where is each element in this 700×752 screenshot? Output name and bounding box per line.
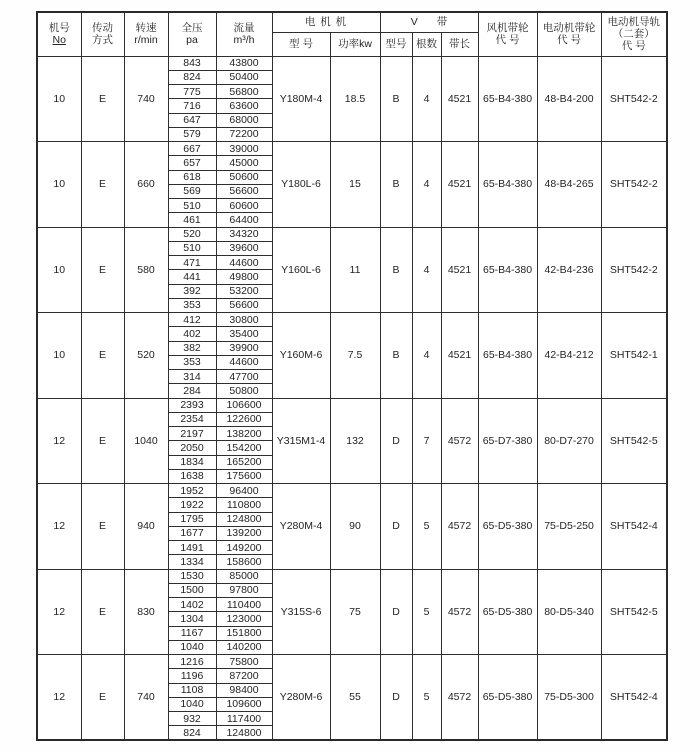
cell-flow: 43800 [216,56,272,70]
cell-motor-rail: SHT542-4 [601,484,667,570]
cell-flow: 175600 [216,469,272,483]
cell-flow: 50400 [216,70,272,84]
header-motor-rail-sets: （二套） [612,28,655,41]
cell-motor-model: Y160M-6 [272,313,330,399]
cell-flow: 68000 [216,113,272,127]
header-fan-pulley-code: 代 号 [495,34,520,47]
cell-flow: 56800 [216,85,272,99]
cell-machine-no: 12 [37,484,81,570]
cell-fan-pulley: 65-D5-380 [478,655,537,741]
cell-fan-pulley: 65-D7-380 [478,398,537,484]
cell-motor-pulley: 48-B4-265 [537,142,601,228]
cell-belt-type: B [380,56,412,142]
header-belt-type: 型号 [380,32,412,56]
cell-flow: 139200 [216,526,272,540]
header-motor-pulley-cn: 电动机带轮 [542,22,596,35]
header-motor-model: 型 号 [272,32,330,56]
header-motor-power: 功率kw [330,32,380,56]
header-speed [124,12,168,56]
cell-speed: 740 [124,655,168,741]
cell-flow: 39600 [216,241,272,255]
cell-pressure: 1167 [168,626,216,640]
cell-flow: 154200 [216,441,272,455]
cell-pressure: 1952 [168,484,216,498]
cell-motor-pulley: 75-D5-300 [537,655,601,741]
cell-pressure: 824 [168,726,216,740]
cell-speed: 580 [124,227,168,313]
cell-motor-pulley: 75-D5-250 [537,484,601,570]
cell-flow: 45000 [216,156,272,170]
cell-flow: 39900 [216,341,272,355]
header-motor-rail [601,12,667,56]
cell-pressure: 1638 [168,469,216,483]
header-pressure-unit: pa [186,34,198,47]
cell-belt-count: 4 [412,313,441,399]
table-row [37,569,667,583]
cell-drive-mode: E [81,484,124,570]
cell-flow: 149200 [216,541,272,555]
header-machine-no-en: No [52,34,66,47]
cell-drive-mode: E [81,655,124,741]
cell-flow: 124800 [216,726,272,740]
cell-flow: 72200 [216,127,272,141]
table-header [37,12,667,56]
spec-table-body [37,56,667,740]
cell-pressure: 461 [168,213,216,227]
cell-flow: 110400 [216,598,272,612]
cell-machine-no: 10 [37,56,81,142]
cell-belt-count: 5 [412,569,441,655]
cell-belt-count: 7 [412,398,441,484]
cell-motor-power: 11 [330,227,380,313]
table-row [37,227,667,241]
header-pressure-cn: 全压 [181,22,203,35]
cell-pressure: 579 [168,127,216,141]
cell-speed: 520 [124,313,168,399]
cell-pressure: 520 [168,227,216,241]
cell-belt-count: 4 [412,227,441,313]
header-belt-length: 带长 [441,32,478,56]
cell-pressure: 1795 [168,512,216,526]
cell-pressure: 1834 [168,455,216,469]
cell-drive-mode: E [81,227,124,313]
table-row [37,398,667,412]
header-motor-pulley [537,12,601,56]
cell-flow: 110800 [216,498,272,512]
cell-pressure: 1304 [168,612,216,626]
cell-pressure: 843 [168,56,216,70]
cell-flow: 138200 [216,427,272,441]
table-row [37,655,667,669]
cell-motor-rail: SHT542-2 [601,56,667,142]
header-motor-pulley-code: 代 号 [557,34,581,47]
table-row [37,56,667,70]
cell-pressure: 824 [168,70,216,84]
cell-flow: 50800 [216,384,272,398]
cell-belt-type: D [380,569,412,655]
cell-flow: 158600 [216,555,272,569]
cell-motor-model: Y315S-6 [272,569,330,655]
cell-pressure: 716 [168,99,216,113]
cell-belt-length: 4521 [441,56,478,142]
cell-motor-pulley: 80-D7-270 [537,398,601,484]
cell-pressure: 441 [168,270,216,284]
cell-motor-rail: SHT542-4 [601,655,667,741]
cell-drive-mode: E [81,142,124,228]
header-drive-mode [81,12,124,56]
cell-motor-model: Y180L-6 [272,142,330,228]
cell-machine-no: 12 [37,655,81,741]
cell-motor-pulley: 80-D5-340 [537,569,601,655]
cell-motor-model: Y280M-4 [272,484,330,570]
cell-motor-rail: SHT542-1 [601,313,667,399]
cell-flow: 106600 [216,398,272,412]
header-speed-cn: 转速 [135,22,157,35]
cell-pressure: 1500 [168,583,216,597]
cell-flow: 34320 [216,227,272,241]
cell-pressure: 1216 [168,655,216,669]
cell-flow: 140200 [216,640,272,654]
cell-flow: 85000 [216,569,272,583]
header-drive-cn-1: 传动 [92,22,113,35]
cell-motor-power: 7.5 [330,313,380,399]
cell-speed: 660 [124,142,168,228]
cell-pressure: 1040 [168,640,216,654]
cell-pressure: 1530 [168,569,216,583]
cell-flow: 165200 [216,455,272,469]
cell-belt-length: 4572 [441,484,478,570]
cell-belt-count: 4 [412,142,441,228]
cell-pressure: 471 [168,256,216,270]
cell-pressure: 647 [168,113,216,127]
cell-pressure: 402 [168,327,216,341]
cell-flow: 124800 [216,512,272,526]
cell-motor-pulley: 42-B4-212 [537,313,601,399]
cell-pressure: 657 [168,156,216,170]
cell-pressure: 932 [168,712,216,726]
cell-belt-length: 4572 [441,569,478,655]
cell-motor-power: 15 [330,142,380,228]
header-flow-unit: m³/h [233,34,255,47]
cell-flow: 117400 [216,712,272,726]
cell-flow: 64400 [216,213,272,227]
cell-flow: 47700 [216,370,272,384]
cell-motor-model: Y180M-4 [272,56,330,142]
header-machine-no [37,12,81,56]
cell-flow: 63600 [216,99,272,113]
cell-flow: 97800 [216,583,272,597]
cell-drive-mode: E [81,313,124,399]
cell-belt-length: 4572 [441,398,478,484]
cell-belt-length: 4521 [441,313,478,399]
cell-pressure: 2354 [168,412,216,426]
cell-pressure: 353 [168,355,216,369]
cell-motor-power: 132 [330,398,380,484]
cell-pressure: 569 [168,184,216,198]
cell-machine-no: 10 [37,313,81,399]
cell-fan-pulley: 65-B4-380 [478,56,537,142]
cell-drive-mode: E [81,398,124,484]
header-pressure [168,12,216,56]
cell-speed: 940 [124,484,168,570]
cell-motor-rail: SHT542-5 [601,398,667,484]
cell-motor-power: 75 [330,569,380,655]
header-machine-no-cn: 机号 [48,22,70,35]
cell-flow: 98400 [216,683,272,697]
fan-spec-table [36,11,668,741]
cell-pressure: 1402 [168,598,216,612]
cell-pressure: 1677 [168,526,216,540]
cell-fan-pulley: 65-B4-380 [478,227,537,313]
cell-belt-count: 5 [412,484,441,570]
cell-flow: 35400 [216,327,272,341]
cell-flow: 44600 [216,256,272,270]
cell-flow: 109600 [216,697,272,711]
cell-pressure: 284 [168,384,216,398]
cell-motor-power: 90 [330,484,380,570]
header-flow-cn: 流量 [233,22,255,35]
cell-machine-no: 10 [37,227,81,313]
cell-flow: 56600 [216,298,272,312]
cell-pressure: 392 [168,284,216,298]
header-drive-cn-2: 方式 [92,34,113,47]
cell-belt-count: 5 [412,655,441,741]
cell-pressure: 1334 [168,555,216,569]
header-fan-pulley-cn: 风机带轮 [486,22,529,35]
cell-motor-rail: SHT542-2 [601,142,667,228]
cell-flow: 44600 [216,355,272,369]
header-flow [216,12,272,56]
header-motor-rail-cn: 电动机导轨 [607,16,661,29]
cell-speed: 1040 [124,398,168,484]
cell-fan-pulley: 65-D5-380 [478,484,537,570]
cell-flow: 87200 [216,669,272,683]
cell-drive-mode: E [81,56,124,142]
cell-pressure: 775 [168,85,216,99]
cell-flow: 39000 [216,142,272,156]
cell-speed: 830 [124,569,168,655]
cell-flow: 50600 [216,170,272,184]
cell-pressure: 1196 [168,669,216,683]
cell-belt-type: D [380,655,412,741]
cell-belt-type: B [380,142,412,228]
cell-motor-rail: SHT542-5 [601,569,667,655]
cell-flow: 122600 [216,412,272,426]
cell-flow: 49800 [216,270,272,284]
cell-pressure: 1040 [168,697,216,711]
cell-pressure: 510 [168,199,216,213]
cell-flow: 75800 [216,655,272,669]
cell-belt-length: 4521 [441,142,478,228]
cell-pressure: 353 [168,298,216,312]
cell-pressure: 510 [168,241,216,255]
cell-machine-no: 12 [37,569,81,655]
cell-flow: 53200 [216,284,272,298]
cell-pressure: 412 [168,313,216,327]
cell-pressure: 314 [168,370,216,384]
cell-pressure: 667 [168,142,216,156]
cell-speed: 740 [124,56,168,142]
cell-machine-no: 10 [37,142,81,228]
cell-belt-type: B [380,227,412,313]
cell-belt-type: D [380,484,412,570]
header-fan-pulley [478,12,537,56]
cell-belt-length: 4521 [441,227,478,313]
cell-pressure: 1922 [168,498,216,512]
cell-belt-type: B [380,313,412,399]
cell-motor-model: Y280M-6 [272,655,330,741]
cell-flow: 56600 [216,184,272,198]
header-motor-rail-code: 代 号 [621,40,646,53]
table-row [37,484,667,498]
cell-flow: 151800 [216,626,272,640]
cell-flow: 96400 [216,484,272,498]
cell-motor-power: 55 [330,655,380,741]
cell-fan-pulley: 65-B4-380 [478,142,537,228]
header-vbelt-group: V 带 [380,12,478,32]
cell-machine-no: 12 [37,398,81,484]
table-row [37,142,667,156]
cell-pressure: 1108 [168,683,216,697]
cell-flow: 123000 [216,612,272,626]
cell-belt-type: D [380,398,412,484]
header-row-1 [37,12,667,32]
cell-drive-mode: E [81,569,124,655]
cell-fan-pulley: 65-D5-380 [478,569,537,655]
cell-belt-count: 4 [412,56,441,142]
cell-pressure: 2050 [168,441,216,455]
cell-pressure: 1491 [168,541,216,555]
cell-pressure: 382 [168,341,216,355]
header-belt-count: 根数 [412,32,441,56]
cell-belt-length: 4572 [441,655,478,741]
cell-pressure: 2197 [168,427,216,441]
cell-motor-model: Y315M1-4 [272,398,330,484]
cell-pressure: 2393 [168,398,216,412]
cell-motor-pulley: 42-B4-236 [537,227,601,313]
cell-motor-power: 18.5 [330,56,380,142]
cell-flow: 60600 [216,199,272,213]
cell-motor-pulley: 48-B4-200 [537,56,601,142]
header-motor-group: 电 机 机 [272,12,380,32]
cell-flow: 30800 [216,313,272,327]
cell-motor-model: Y160L-6 [272,227,330,313]
cell-pressure: 618 [168,170,216,184]
cell-fan-pulley: 65-B4-380 [478,313,537,399]
header-speed-unit: r/min [134,34,158,47]
table-row [37,313,667,327]
cell-motor-rail: SHT542-2 [601,227,667,313]
